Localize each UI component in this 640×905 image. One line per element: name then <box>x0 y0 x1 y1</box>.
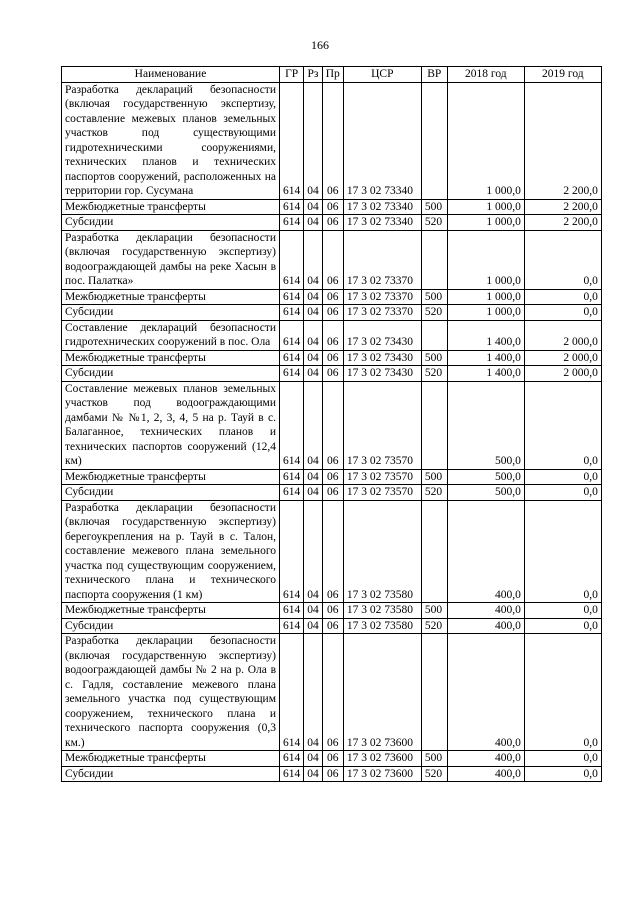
row-value-2019: 2 200,0 <box>524 199 601 215</box>
row-vr <box>421 500 447 603</box>
row-name: Субсидии <box>62 766 280 782</box>
row-gr: 614 <box>280 634 304 751</box>
row-value-2018: 400,0 <box>447 634 524 751</box>
row-pr: 06 <box>322 215 343 231</box>
table-header-row <box>62 67 602 83</box>
row-csr: 17 3 02 73340 <box>343 82 421 199</box>
table-row <box>62 618 602 634</box>
header-pr: Пр <box>322 67 343 83</box>
header-vr: ВР <box>421 67 447 83</box>
row-name: Субсидии <box>62 485 280 501</box>
row-pr: 06 <box>322 766 343 782</box>
row-value-2019: 2 000,0 <box>524 366 601 382</box>
row-value-2019: 0,0 <box>524 618 601 634</box>
row-value-2019: 2 200,0 <box>524 215 601 231</box>
row-gr: 614 <box>280 469 304 485</box>
row-csr: 17 3 02 73600 <box>343 766 421 782</box>
table-row <box>62 603 602 619</box>
row-value-2019: 0,0 <box>524 500 601 603</box>
row-gr: 614 <box>280 82 304 199</box>
row-value-2018: 1 000,0 <box>447 82 524 199</box>
row-value-2018: 1 000,0 <box>447 289 524 305</box>
row-vr <box>421 230 447 289</box>
row-rz: 04 <box>304 215 323 231</box>
row-pr: 06 <box>322 381 343 469</box>
row-vr: 520 <box>421 305 447 321</box>
table-row <box>62 751 602 767</box>
row-pr: 06 <box>322 199 343 215</box>
row-pr: 06 <box>322 469 343 485</box>
row-value-2018: 1 000,0 <box>447 215 524 231</box>
table-row <box>62 199 602 215</box>
table-row <box>62 634 602 751</box>
row-value-2018: 400,0 <box>447 766 524 782</box>
row-value-2019: 0,0 <box>524 634 601 751</box>
header-csr: ЦСР <box>343 67 421 83</box>
row-vr: 500 <box>421 469 447 485</box>
row-gr: 614 <box>280 381 304 469</box>
row-csr: 17 3 02 73370 <box>343 305 421 321</box>
row-rz: 04 <box>304 500 323 603</box>
table-row <box>62 469 602 485</box>
row-name: Разработка декларации безопасности (включая государственную экспертизу) берегоукрепления на р. Тауй в с. Талон, составление межевого плана земельного участка под существующим сооружением, технического плана и технического паспорта сооружения (1 км) <box>62 500 280 603</box>
table-row <box>62 366 602 382</box>
row-name: Межбюджетные трансферты <box>62 469 280 485</box>
row-value-2019: 0,0 <box>524 751 601 767</box>
row-gr: 614 <box>280 500 304 603</box>
row-vr <box>421 381 447 469</box>
row-name: Субсидии <box>62 618 280 634</box>
row-rz: 04 <box>304 766 323 782</box>
row-gr: 614 <box>280 366 304 382</box>
row-rz: 04 <box>304 634 323 751</box>
row-name: Межбюджетные трансферты <box>62 199 280 215</box>
row-value-2018: 1 400,0 <box>447 350 524 366</box>
row-value-2019: 0,0 <box>524 305 601 321</box>
row-name: Составление деклараций безопасности гидротехнических сооружений в пос. Ола <box>62 320 280 350</box>
row-value-2019: 0,0 <box>524 603 601 619</box>
row-rz: 04 <box>304 305 323 321</box>
row-name: Субсидии <box>62 366 280 382</box>
row-csr: 17 3 02 73430 <box>343 366 421 382</box>
row-vr <box>421 634 447 751</box>
row-value-2018: 500,0 <box>447 485 524 501</box>
row-pr: 06 <box>322 350 343 366</box>
row-value-2019: 0,0 <box>524 289 601 305</box>
row-gr: 614 <box>280 230 304 289</box>
row-value-2018: 400,0 <box>447 751 524 767</box>
row-rz: 04 <box>304 320 323 350</box>
row-vr: 520 <box>421 485 447 501</box>
row-pr: 06 <box>322 634 343 751</box>
row-gr: 614 <box>280 751 304 767</box>
row-rz: 04 <box>304 230 323 289</box>
row-value-2019: 2 000,0 <box>524 320 601 350</box>
row-rz: 04 <box>304 381 323 469</box>
row-value-2018: 1 000,0 <box>447 305 524 321</box>
row-name: Межбюджетные трансферты <box>62 751 280 767</box>
row-pr: 06 <box>322 289 343 305</box>
row-name: Разработка декларации безопасности (включая государственную экспертизу) водоограждающей дамбы на реке Хасын в пос. Палатка» <box>62 230 280 289</box>
row-rz: 04 <box>304 82 323 199</box>
row-csr: 17 3 02 73340 <box>343 215 421 231</box>
row-value-2018: 1 000,0 <box>447 230 524 289</box>
row-rz: 04 <box>304 485 323 501</box>
row-gr: 614 <box>280 485 304 501</box>
row-vr: 500 <box>421 751 447 767</box>
row-gr: 614 <box>280 215 304 231</box>
row-csr: 17 3 02 73580 <box>343 603 421 619</box>
row-rz: 04 <box>304 199 323 215</box>
row-gr: 614 <box>280 603 304 619</box>
table-row <box>62 500 602 603</box>
table-row <box>62 766 602 782</box>
row-vr: 500 <box>421 603 447 619</box>
row-vr: 520 <box>421 366 447 382</box>
row-name: Составление межевых планов земельных участков под водоограждающими дамбами № №1, 2, 3, 4, 5 на р. Тауй в с. Балаганное, технических планов и технических паспортов сооружений (12,4 км) <box>62 381 280 469</box>
table-row <box>62 485 602 501</box>
table-row <box>62 305 602 321</box>
row-pr: 06 <box>322 366 343 382</box>
row-csr: 17 3 02 73370 <box>343 289 421 305</box>
row-value-2019: 2 000,0 <box>524 350 601 366</box>
row-csr: 17 3 02 73600 <box>343 751 421 767</box>
header-gr: ГР <box>280 67 304 83</box>
row-pr: 06 <box>322 320 343 350</box>
row-rz: 04 <box>304 366 323 382</box>
row-csr: 17 3 02 73600 <box>343 634 421 751</box>
table-row <box>62 381 602 469</box>
row-rz: 04 <box>304 350 323 366</box>
row-vr: 500 <box>421 199 447 215</box>
row-pr: 06 <box>322 305 343 321</box>
row-value-2018: 400,0 <box>447 500 524 603</box>
row-pr: 06 <box>322 82 343 199</box>
row-csr: 17 3 02 73580 <box>343 500 421 603</box>
row-pr: 06 <box>322 500 343 603</box>
table-row <box>62 289 602 305</box>
table-body <box>62 82 602 782</box>
row-csr: 17 3 02 73370 <box>343 230 421 289</box>
row-pr: 06 <box>322 230 343 289</box>
row-value-2018: 500,0 <box>447 469 524 485</box>
table-row <box>62 82 602 199</box>
budget-table <box>61 66 602 782</box>
row-rz: 04 <box>304 289 323 305</box>
row-value-2018: 1 000,0 <box>447 199 524 215</box>
row-csr: 17 3 02 73570 <box>343 485 421 501</box>
row-name: Межбюджетные трансферты <box>62 603 280 619</box>
row-csr: 17 3 02 73570 <box>343 469 421 485</box>
row-value-2019: 2 200,0 <box>524 82 601 199</box>
row-rz: 04 <box>304 603 323 619</box>
row-value-2018: 1 400,0 <box>447 366 524 382</box>
row-pr: 06 <box>322 485 343 501</box>
table-row <box>62 320 602 350</box>
row-name: Межбюджетные трансферты <box>62 350 280 366</box>
table-row <box>62 350 602 366</box>
row-vr: 520 <box>421 618 447 634</box>
row-csr: 17 3 02 73580 <box>343 618 421 634</box>
row-name: Субсидии <box>62 215 280 231</box>
table-row <box>62 215 602 231</box>
row-gr: 614 <box>280 350 304 366</box>
row-value-2018: 400,0 <box>447 603 524 619</box>
header-name: Наименование <box>62 67 280 83</box>
row-name: Субсидии <box>62 305 280 321</box>
row-vr: 500 <box>421 350 447 366</box>
row-value-2019: 0,0 <box>524 485 601 501</box>
row-value-2019: 0,0 <box>524 766 601 782</box>
row-value-2018: 500,0 <box>447 381 524 469</box>
header-2018: 2018 год <box>447 67 524 83</box>
row-value-2019: 0,0 <box>524 469 601 485</box>
row-csr: 17 3 02 73340 <box>343 199 421 215</box>
row-name: Разработка деклараций безопасности (включая государственную экспертизу, составление межевых планов земельных участков под существующими гидротехническими сооружениями, технических планов и технических паспортов сооружений, расположенных на территории гор. Сусумана <box>62 82 280 199</box>
row-csr: 17 3 02 73430 <box>343 350 421 366</box>
row-gr: 614 <box>280 289 304 305</box>
row-pr: 06 <box>322 618 343 634</box>
row-vr: 500 <box>421 289 447 305</box>
row-gr: 614 <box>280 618 304 634</box>
row-rz: 04 <box>304 469 323 485</box>
row-pr: 06 <box>322 603 343 619</box>
table-row <box>62 230 602 289</box>
row-vr: 520 <box>421 766 447 782</box>
page-number: 166 <box>311 38 329 52</box>
row-name: Межбюджетные трансферты <box>62 289 280 305</box>
row-gr: 614 <box>280 199 304 215</box>
row-pr: 06 <box>322 751 343 767</box>
header-rz: Рз <box>304 67 323 83</box>
row-gr: 614 <box>280 320 304 350</box>
row-rz: 04 <box>304 618 323 634</box>
row-rz: 04 <box>304 751 323 767</box>
row-gr: 614 <box>280 305 304 321</box>
row-value-2018: 400,0 <box>447 618 524 634</box>
header-2019: 2019 год <box>524 67 601 83</box>
row-vr <box>421 320 447 350</box>
row-gr: 614 <box>280 766 304 782</box>
row-csr: 17 3 02 73430 <box>343 320 421 350</box>
row-name: Разработка декларации безопасности (включая государственную экспертизу) водоограждающей дамбы № 2 на р. Ола в с. Гадля, составление межевого плана земельного участка под существующим сооружением, технического плана и технического паспорта сооружения (0,3 км.) <box>62 634 280 751</box>
row-value-2018: 1 400,0 <box>447 320 524 350</box>
row-csr: 17 3 02 73570 <box>343 381 421 469</box>
row-value-2019: 0,0 <box>524 381 601 469</box>
row-value-2019: 0,0 <box>524 230 601 289</box>
row-vr <box>421 82 447 199</box>
row-vr: 520 <box>421 215 447 231</box>
